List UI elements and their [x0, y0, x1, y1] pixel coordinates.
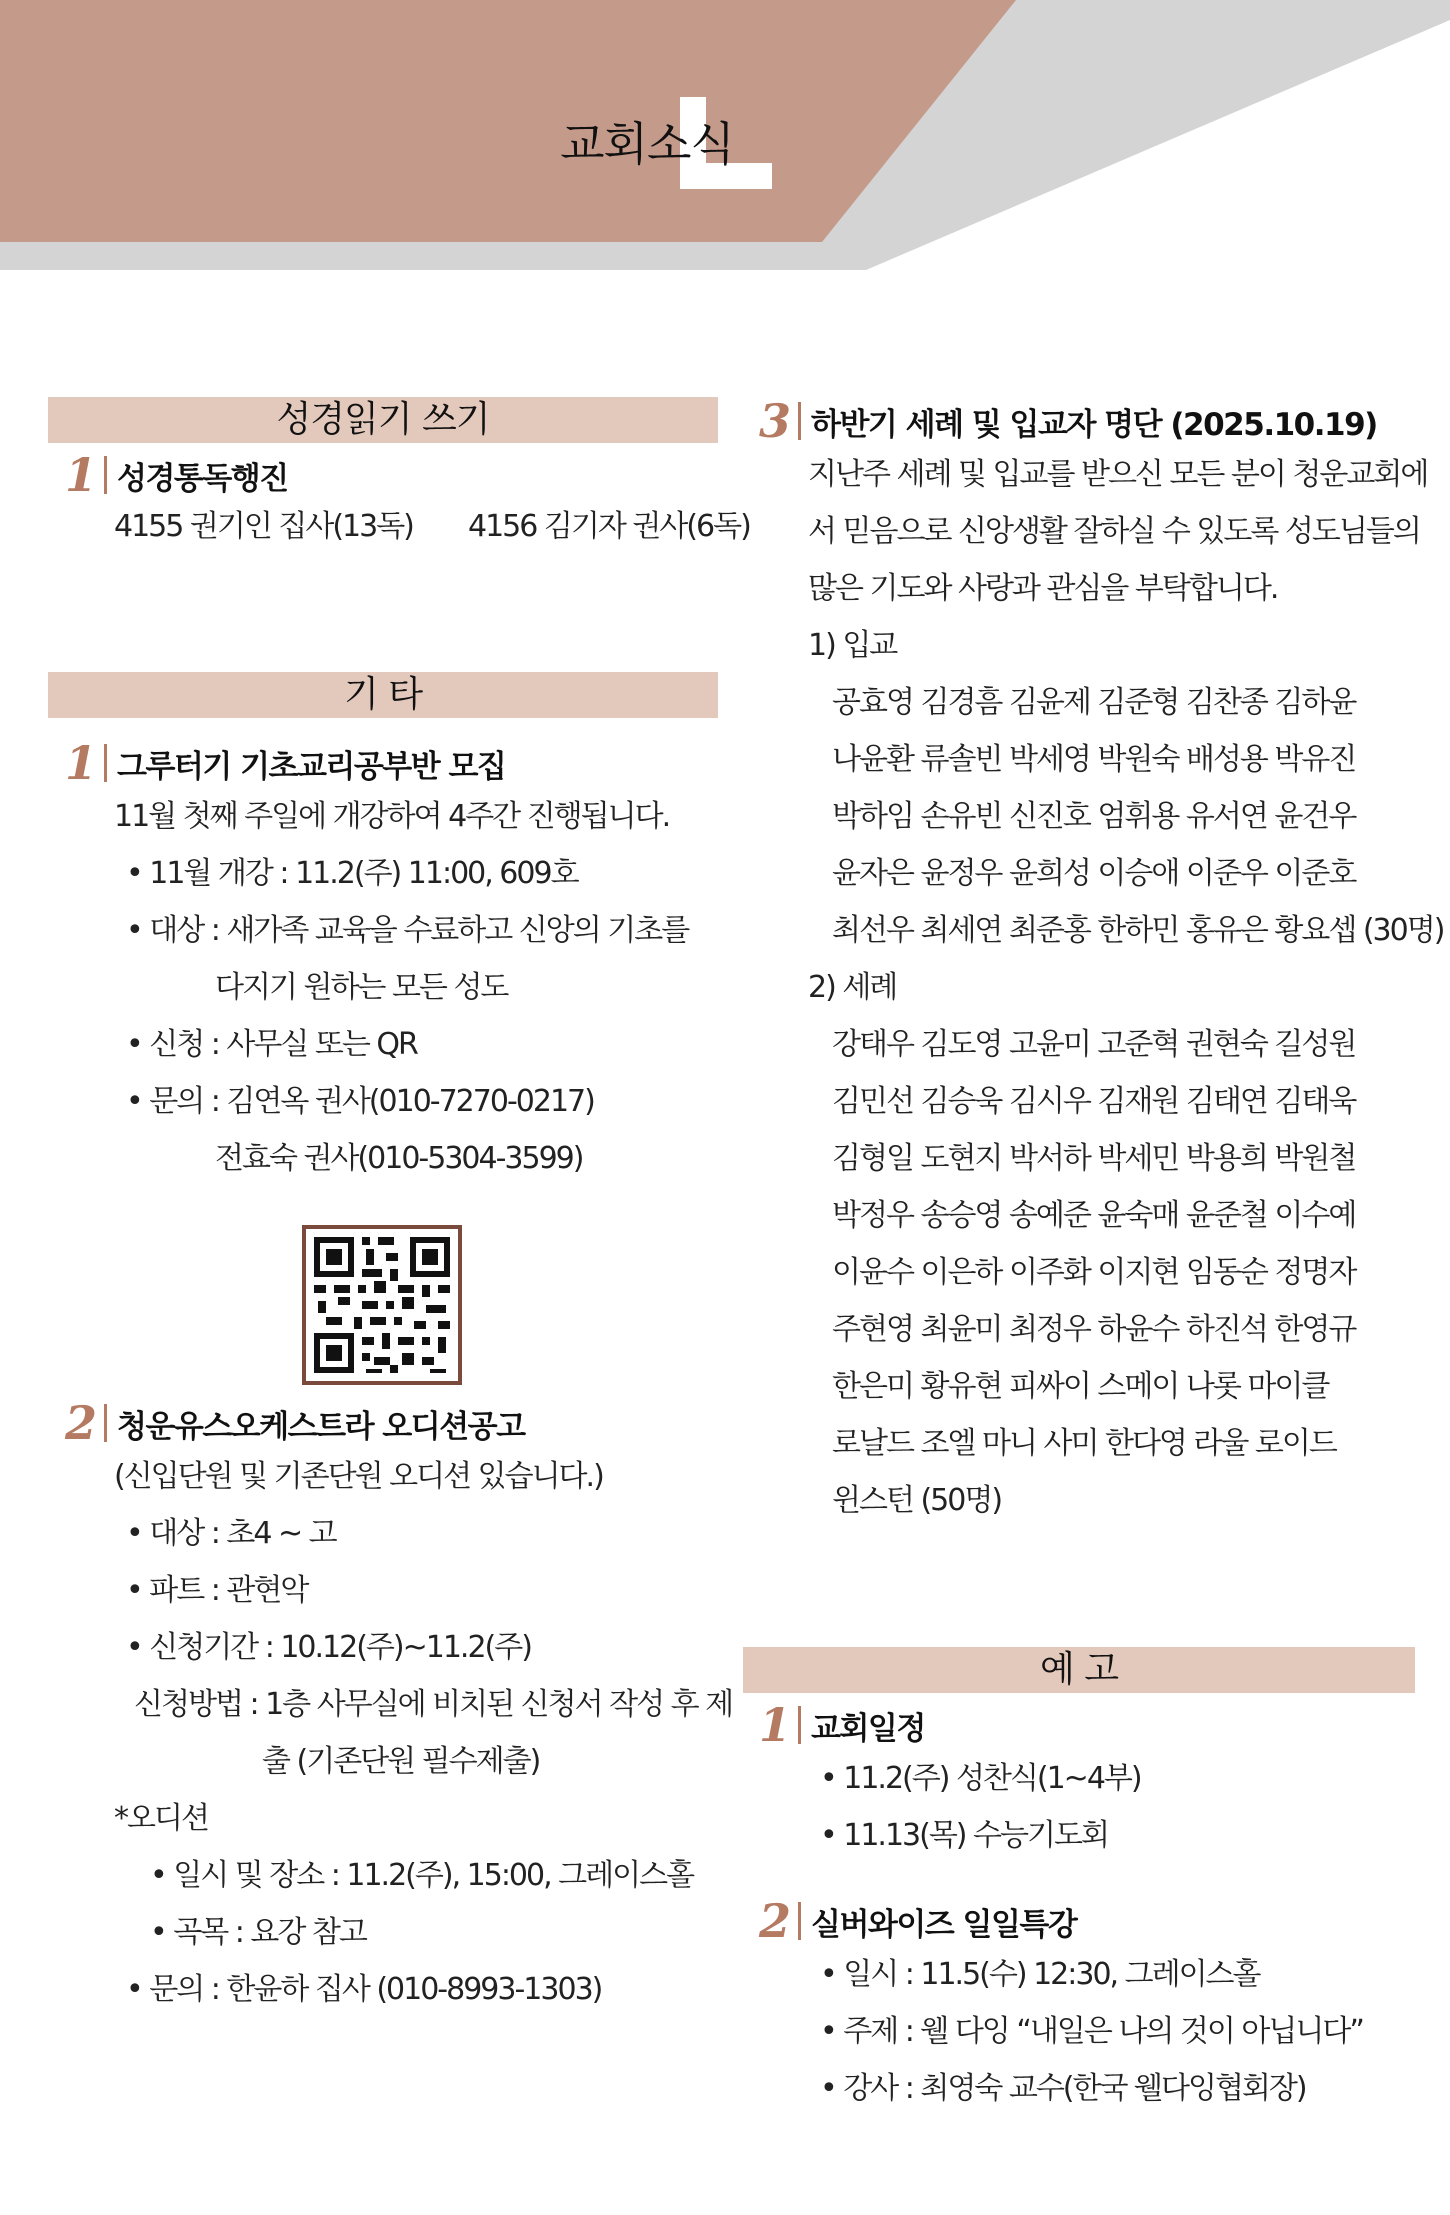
item-divider [798, 402, 801, 440]
item-number: 2 [758, 1894, 791, 1948]
name-list-row: 로날드 조엘 마니 사미 한다영 라울 로이드 [832, 1426, 1336, 1461]
item-baptism [758, 394, 1444, 1529]
text-line: 출 (기존단원 필수제출) [262, 1744, 540, 1779]
item-divider [104, 1404, 107, 1442]
item-divider [104, 744, 107, 782]
subsection-label: 2) 세례 [808, 970, 897, 1005]
text-line: • 11.2(주) 성찬식(1~4부) [820, 1750, 1438, 1807]
text-line: • 주제 : 웰 다잉 “내일은 나의 것이 아닙니다” [820, 2003, 1438, 2060]
qr-code[interactable] [302, 1225, 462, 1385]
section-header-bible: 성경읽기 쓰기 [48, 397, 718, 443]
item-groutergi [64, 736, 724, 1187]
name-list-row: 박정우 송승영 송예준 윤숙매 윤준철 이수예 [832, 1198, 1356, 1233]
item-title: 하반기 세례 및 입교자 명단 (2025.10.19) [811, 406, 1377, 443]
text-line: • 곡목 : 요강 참고 [150, 1904, 724, 1961]
item-silver-wise [758, 1894, 1438, 2117]
bible-entry: 4156 김기자 권사(6독) [467, 509, 750, 544]
item-title: 그루터기 기초교리공부반 모집 [117, 748, 506, 785]
text-line: • 일시 및 장소 : 11.2(주), 15:00, 그레이스홀 [150, 1847, 724, 1904]
item-title: 성경통독행진 [117, 460, 288, 497]
item-divider [104, 456, 107, 494]
item-divider [798, 1902, 801, 1940]
item-number: 1 [758, 1698, 791, 1752]
name-list-row: 공효영 김경흠 김윤제 김준형 김찬종 김하윤 [832, 685, 1356, 720]
bible-entry-row [64, 498, 750, 555]
text-line: • 문의 : 한윤하 집사 (010-8993-1303) [126, 1961, 724, 2018]
item-number: 2 [64, 1396, 97, 1450]
page-title: 교회소식 [560, 117, 734, 171]
text-line: • 11.13(목) 수능기도회 [820, 1807, 1438, 1864]
text-line: 전효숙 권사(010-5304-3599) [215, 1141, 583, 1176]
text-line: • 일시 : 11.5(수) 12:30, 그레이스홀 [820, 1946, 1438, 2003]
item-title: 청운유스오케스트라 오디션공고 [117, 1408, 525, 1445]
text-line: 다지기 원하는 모든 성도 [215, 970, 508, 1005]
text-line: 지난주 세례 및 입교를 받으신 모든 분이 청운교회에 [808, 457, 1428, 492]
name-list-row: 강태우 김도영 고윤미 고준혁 권현숙 길성원 [832, 1027, 1356, 1062]
name-list-row: 윤자은 윤정우 윤희성 이승애 이준우 이준호 [832, 856, 1356, 891]
text-line: • 신청 : 사무실 또는 QR [126, 1016, 724, 1073]
text-line: • 11월 개강 : 11.2(주) 11:00, 609호 [126, 845, 724, 902]
subsection-label: 1) 입교 [808, 628, 897, 663]
section-header-etc: 기 타 [48, 672, 718, 718]
name-list-row: 한은미 황유현 피싸이 스메이 나롯 마이클 [832, 1369, 1329, 1404]
text-line: 많은 기도와 사랑과 관심을 부탁합니다. [808, 571, 1278, 606]
text-line: • 신청기간 : 10.12(주)~11.2(주) [126, 1619, 724, 1676]
item-number: 3 [758, 394, 791, 448]
name-list-row: 최선우 최세연 최준홍 한하민 홍유은 황요셉 (30명) [832, 913, 1444, 948]
name-list-row: 나윤환 류솔빈 박세영 박원숙 배성용 박유진 [832, 742, 1356, 777]
section-header-notice: 예 고 [743, 1647, 1415, 1693]
text-line: • 강사 : 최영숙 교수(한국 웰다잉협회장) [820, 2060, 1438, 2117]
item-orchestra [64, 1396, 733, 2018]
text-line: 11월 첫째 주일에 개강하여 4주간 진행됩니다. [114, 799, 670, 834]
name-list-row: 주현영 최윤미 최정우 하윤수 하진석 한영규 [832, 1312, 1356, 1347]
text-line: 서 믿음으로 신앙생활 잘하실 수 있도록 성도님들의 [808, 514, 1420, 549]
text-line: • 대상 : 초4 ~ 고 [126, 1505, 724, 1562]
bible-entry: 4155 권기인 집사(13독) [114, 509, 413, 544]
item-number: 1 [64, 448, 97, 502]
text-line: • 대상 : 새가족 교육을 수료하고 신앙의 기초를 [126, 902, 724, 959]
name-list-row: 김형일 도현지 박서하 박세민 박용희 박원철 [832, 1141, 1356, 1176]
text-line: *오디션 [114, 1801, 208, 1836]
item-title: 교회일정 [811, 1710, 925, 1747]
name-list-row: 박하임 손유빈 신진호 엄휘용 유서연 윤건우 [832, 799, 1356, 834]
item-number: 1 [64, 736, 97, 790]
text-line: 신청방법 : 1층 사무실에 비치된 신청서 작성 후 제 [134, 1687, 733, 1722]
item-bible-reading [64, 448, 750, 555]
text-line: (신입단원 및 기존단원 오디션 있습니다.) [114, 1459, 603, 1494]
item-title: 실버와이즈 일일특강 [811, 1906, 1077, 1943]
name-list-row: 이윤수 이은하 이주화 이지현 임동순 정명자 [832, 1255, 1356, 1290]
item-church-schedule [758, 1698, 1438, 1864]
text-line: • 파트 : 관현악 [126, 1562, 724, 1619]
name-list-row: 김민선 김승욱 김시우 김재원 김태연 김태욱 [832, 1084, 1356, 1119]
text-line: • 문의 : 김연옥 권사(010-7270-0217) [126, 1073, 724, 1130]
item-divider [798, 1706, 801, 1744]
name-list-row: 윈스턴 (50명) [832, 1483, 1002, 1518]
